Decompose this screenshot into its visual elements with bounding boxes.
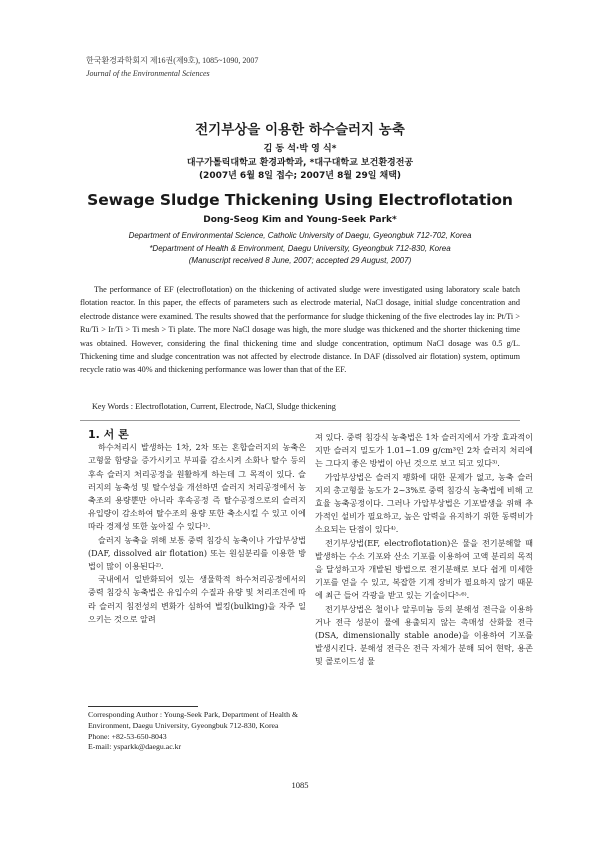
paragraph: 져 있다. 중력 침강식 농축법은 1차 슬러지에서 가장 효과적이지만 슬러지 밀도가 1.01~1.09 g/cm³인 2차 슬러지 처리에는 그다지 좋은 방법이 아닌 것으로 보고 되고 있다³⁾. — [315, 432, 533, 469]
authors-korean-block — [0, 143, 600, 184]
right-column — [315, 431, 533, 669]
title-korean: 전기부상을 이용한 하수슬러지 농축 — [195, 122, 405, 138]
affiliation-english-2: *Department of Health & Environment, Daegu University, Gyeongbuk 712-830, Korea — [149, 243, 451, 253]
paragraph: 하수처리시 발생하는 1차, 2차 또는 혼합슬러지의 농축은 고형물 함량을 증가시키고 부피를 감소시켜 소화나 탈수 등의 후속 슬러지 처리공정을 원활하게 하는데 그 목적이 있다. 슬러지의 농축성 및 탈수성을 개선하면 슬러지 처리공정에서 농축조의 용량뿐만 아니라 후속공정 즉 탈수공정으로의 슬러지 유입량이 감소하여 탈수조의 용량 또한 축소시킬 수 있고 이에 따라 경제성 또한 높아질 수 있다¹⁾. — [88, 442, 306, 532]
title-english: Sewage Sludge Thickening Using Electroflotation — [87, 191, 513, 209]
footnote-rule — [88, 706, 198, 707]
journal-line: 한국환경과학회지 제16권(제9호), 1085~1090, 2007 — [86, 56, 259, 65]
corresponding-author-footnote — [88, 710, 306, 753]
affiliation-english-1: Department of Environmental Science, Catholic University of Daegu, Gyeongbuk 712-702, Korea — [128, 231, 472, 240]
authors-korean: 김 동 석·박 영 식* — [263, 144, 337, 154]
affiliation-korean: 대구가톨릭대학교 환경과학과, *대구대학교 보건환경전공 — [186, 157, 414, 168]
paragraph: 전기부상법은 철이나 알루미늄 등의 분해성 전극을 이용하거나 전극 성분이 물에 용출되지 않는 촉매성 산화물 전극(DSA, dimensionally stable anode)을 이용하여 기포를 발생시킨다. 분해성 전극은 전극 자체가 분해 되어 현탁, 용존 및 콜로이드성 물 — [315, 603, 533, 667]
received-english: (Manuscript received 8 June, 2007; accepted 29 August, 2007) — [188, 256, 412, 265]
footnote-phone: Phone: +82-53-650-8043 — [88, 731, 167, 741]
left-column — [88, 428, 306, 626]
paragraph: 국내에서 일반화되어 있는 생물학적 하수처리공정에서의 중력 침강식 농축법은 유입수의 수질과 유량 및 처리조건에 따라 슬러지 침전성의 변화가 심하여 벌킹(bulking)을 자주 일으키는 것으로 알려 — [88, 574, 306, 624]
journal-english-name: Journal of the Environmental Sciences — [86, 69, 210, 78]
page-number: 1085 — [291, 780, 309, 790]
paragraph: 전기부상법(EF, electroflotation)은 물을 전기분해할 때 발생하는 수소 기포와 산소 기포를 이용하여 고액 분리의 목적을 달성하고자 개발된 방법으로 전기분해로 보다 쉽게 미세한 기포를 얻을 수 있고, 복잡한 기계 장비가 필요하지 않기 때문에 최근 들어 각광을 받고 있는 기술이다⁵·⁶⁾. — [315, 537, 533, 601]
section-heading-introduction: 1. 서 론 — [88, 428, 129, 441]
paragraph: 가압부상법은 슬러지 팽화에 대한 문제가 없고, 농축 슬러지의 총고형물 농도가 2~3%로 중력 침강식 농축법에 비해 고효율 농축공정이다. 그러나 가압부상법은 기포발생을 위해 추가적인 설비가 필요하고, 높은 압력을 유지하기 위한 동력비가 소요되는 단점이 있다⁴⁾. — [315, 471, 533, 535]
section-divider — [80, 420, 520, 421]
received-korean: (2007년 6월 8일 접수; 2007년 8월 29일 채택) — [198, 171, 402, 181]
paragraph: 슬러지 농축을 위해 보통 중력 침강식 농축이나 가압부상법(DAF, dissolved air flotation) 또는 원심분리를 이용한 방법이 많이 이용된다²⁾. — [88, 534, 306, 572]
affiliation-english-block — [0, 230, 600, 268]
authors-english: Dong-Seog Kim and Young-Seek Park* — [203, 215, 397, 225]
footnote-email: E-mail: ysparkk@daegu.ac.kr — [88, 742, 182, 752]
keywords: Key Words : Electroflotation, Current, Electrode, NaCl, Sludge thickening — [92, 402, 336, 411]
footnote-author: Corresponding Author : Young-Seek Park, Department of Health & Environment, Daegu University, Gyeongbuk 712-830, Korea — [88, 710, 299, 730]
abstract: The performance of EF (electroflotation) on the thickening of activated sludge were investigated using laboratory scale batch flotation reactor. In this paper, the effects of parameters such as electrode material, NaCl dosage, initial sludge concentration and electrode distance were examined. The results showed that the performance for sludge thickening of the five electrodes lay in: Pt/Ti > Ru/Ti > Ir/Ti > Ti mesh > Ti plate. The more NaCl dosage was high, the more sludge was thickened and the shorter thickening time was obtained. However, considering the final thickening time and sludge concentration, optimum NaCl dosage was 0.5 g/L. Thickening time and sludge concentration was not affected by electrode distance. In DAF (dissolved air flotation) system, optimum recycle ratio was 40% and thickening performance was lower than that of the EF. — [80, 285, 520, 375]
running-header — [86, 54, 258, 80]
